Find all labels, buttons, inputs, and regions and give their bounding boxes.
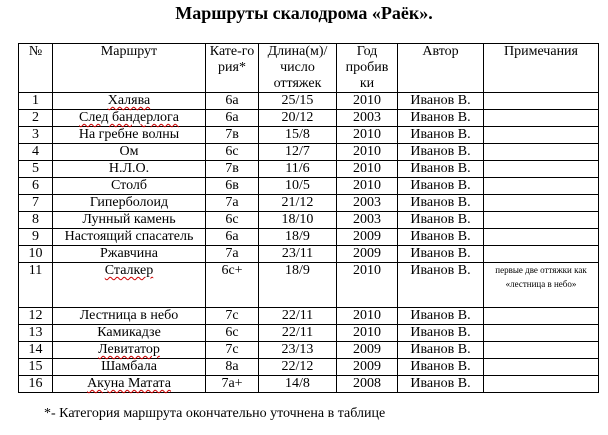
cell-number-text: 11	[28, 263, 43, 278]
cell-route-text: След бандерлога	[79, 110, 179, 125]
cell-year-text: 2003	[353, 195, 381, 210]
cell-number	[19, 263, 53, 308]
cell-note	[484, 325, 599, 342]
cell-route	[53, 342, 206, 359]
cell-category-text: 6а	[225, 93, 239, 108]
cell-route-text: Камикадзе	[97, 325, 161, 340]
header-category: Кате-го рия*	[206, 44, 259, 93]
cell-author	[398, 376, 484, 393]
cell-length-text: 23/11	[281, 246, 314, 261]
cell-category-text: 6с	[225, 325, 239, 340]
cell-author-text: Иванов В.	[410, 325, 471, 340]
page-title: Маршруты скалодрома «Раёк».	[175, 3, 433, 23]
table-row	[19, 161, 599, 178]
cell-length	[259, 195, 337, 212]
cell-length	[259, 325, 337, 342]
cell-year-text: 2009	[353, 246, 381, 261]
cell-length-text: 25/15	[281, 93, 314, 108]
cell-category-text: 8а	[225, 359, 239, 374]
cell-category	[206, 161, 259, 178]
cell-category	[206, 325, 259, 342]
cell-number-text: 13	[28, 325, 43, 340]
cell-length-text: 22/11	[281, 308, 314, 323]
table-row	[19, 246, 599, 263]
cell-note	[484, 246, 599, 263]
cell-route-text: Гиперболоид	[89, 195, 169, 210]
cell-length	[259, 212, 337, 229]
cell-route-text: На гребне волны	[78, 127, 180, 142]
table-row	[19, 110, 599, 127]
cell-number	[19, 178, 53, 195]
cell-author	[398, 110, 484, 127]
cell-number	[19, 308, 53, 325]
cell-category	[206, 229, 259, 246]
cell-number-text: 6	[32, 178, 39, 193]
cell-note	[484, 161, 599, 178]
header-year: Год пробив ки	[337, 44, 398, 93]
cell-category-text: 7а	[225, 246, 239, 261]
cell-note	[484, 110, 599, 127]
cell-route-text: Лестница в небо	[79, 308, 179, 323]
cell-year-text: 2009	[353, 359, 381, 374]
cell-author	[398, 212, 484, 229]
cell-route-text: Халява	[107, 93, 151, 108]
cell-author-text: Иванов В.	[410, 308, 471, 323]
cell-category	[206, 263, 259, 308]
cell-year	[337, 127, 398, 144]
cell-route-text: Сталкер	[104, 263, 154, 278]
cell-number	[19, 359, 53, 376]
cell-route-text: Н.Л.О.	[108, 161, 150, 176]
cell-author	[398, 161, 484, 178]
table-row	[19, 93, 599, 110]
cell-year-text: 2010	[353, 93, 381, 108]
cell-number	[19, 212, 53, 229]
cell-author	[398, 359, 484, 376]
cell-route	[53, 212, 206, 229]
cell-route-text: Настоящий спасатель	[64, 229, 194, 244]
cell-number	[19, 342, 53, 359]
cell-length	[259, 246, 337, 263]
cell-number-text: 7	[32, 195, 39, 210]
cell-note-text: первые две оттяжки как «лестница в небо»	[495, 265, 587, 289]
header-length: Длина(м)/ число оттяжек	[259, 44, 337, 93]
cell-note	[484, 144, 599, 161]
cell-length	[259, 229, 337, 246]
cell-route	[53, 308, 206, 325]
cell-note	[484, 212, 599, 229]
cell-author-text: Иванов В.	[410, 161, 471, 176]
cell-note	[484, 308, 599, 325]
cell-author-text: Иванов В.	[410, 246, 471, 261]
cell-category-text: 6с	[225, 212, 239, 227]
cell-route-text: Ом	[119, 144, 139, 159]
cell-year-text: 2010	[353, 325, 381, 340]
cell-category-text: 7в	[225, 127, 239, 142]
cell-year	[337, 178, 398, 195]
cell-length	[259, 359, 337, 376]
cell-number-text: 3	[32, 127, 39, 142]
cell-number	[19, 110, 53, 127]
cell-author-text: Иванов В.	[410, 127, 471, 142]
cell-note	[484, 195, 599, 212]
cell-author	[398, 144, 484, 161]
table-row	[19, 342, 599, 359]
cell-category-text: 7а	[225, 195, 239, 210]
cell-author	[398, 93, 484, 110]
cell-route-text: Шамбала	[101, 359, 157, 374]
cell-number	[19, 195, 53, 212]
cell-length	[259, 127, 337, 144]
table-header-row	[19, 44, 599, 93]
cell-year-text: 2009	[353, 229, 381, 244]
cell-length	[259, 178, 337, 195]
cell-author	[398, 263, 484, 308]
cell-note	[484, 178, 599, 195]
header-route: Маршрут	[53, 44, 206, 93]
cell-length-text: 15/8	[285, 127, 310, 142]
header-author: Автор	[398, 44, 484, 93]
cell-author-text: Иванов В.	[410, 195, 471, 210]
cell-category	[206, 359, 259, 376]
cell-route	[53, 325, 206, 342]
cell-year	[337, 376, 398, 393]
cell-number	[19, 93, 53, 110]
cell-route	[53, 110, 206, 127]
cell-category-text: 6с	[225, 144, 239, 159]
cell-category-text: 7с	[225, 308, 239, 323]
cell-note	[484, 342, 599, 359]
cell-length-text: 14/8	[285, 376, 310, 391]
cell-year-text: 2010	[353, 178, 381, 193]
cell-route	[53, 195, 206, 212]
cell-year-text: 2010	[353, 127, 381, 142]
cell-length-text: 11/6	[285, 161, 310, 176]
cell-year-text: 2010	[353, 161, 381, 176]
cell-year	[337, 229, 398, 246]
cell-category	[206, 127, 259, 144]
cell-note	[484, 229, 599, 246]
cell-route	[53, 161, 206, 178]
cell-length-text: 23/13	[281, 342, 314, 357]
cell-route	[53, 127, 206, 144]
cell-route	[53, 144, 206, 161]
cell-author	[398, 178, 484, 195]
cell-category-text: 6с+	[221, 263, 243, 278]
table-row	[19, 212, 599, 229]
cell-number-text: 10	[28, 246, 43, 261]
cell-length-text: 21/12	[281, 195, 314, 210]
cell-length	[259, 93, 337, 110]
table-row	[19, 229, 599, 246]
cell-number	[19, 161, 53, 178]
header-notes: Примечания	[484, 44, 599, 93]
cell-length	[259, 308, 337, 325]
cell-note	[484, 263, 599, 308]
cell-route-text: Лунный камень	[82, 212, 176, 227]
cell-length-text: 20/12	[281, 110, 314, 125]
cell-length	[259, 376, 337, 393]
table-row	[19, 263, 599, 308]
cell-number-text: 4	[32, 144, 39, 159]
cell-author	[398, 195, 484, 212]
cell-route	[53, 178, 206, 195]
cell-route	[53, 263, 206, 308]
cell-category	[206, 308, 259, 325]
table-row	[19, 178, 599, 195]
cell-number-text: 15	[28, 359, 43, 374]
table-row	[19, 308, 599, 325]
cell-author-text: Иванов В.	[410, 342, 471, 357]
table-row	[19, 144, 599, 161]
cell-note	[484, 359, 599, 376]
cell-length-text: 12/7	[285, 144, 310, 159]
cell-category	[206, 110, 259, 127]
table-row	[19, 127, 599, 144]
cell-year	[337, 161, 398, 178]
table-row	[19, 195, 599, 212]
cell-category	[206, 342, 259, 359]
cell-author	[398, 229, 484, 246]
cell-number	[19, 246, 53, 263]
cell-number-text: 2	[32, 110, 39, 125]
cell-year	[337, 246, 398, 263]
table-row	[19, 325, 599, 342]
cell-category	[206, 212, 259, 229]
cell-number	[19, 127, 53, 144]
cell-length-text: 10/5	[285, 178, 310, 193]
cell-category-text: 6а	[225, 229, 239, 244]
cell-year-text: 2003	[353, 212, 381, 227]
cell-author-text: Иванов В.	[410, 144, 471, 159]
cell-year	[337, 110, 398, 127]
cell-year	[337, 325, 398, 342]
cell-route	[53, 376, 206, 393]
cell-category	[206, 246, 259, 263]
cell-author	[398, 325, 484, 342]
cell-category-text: 7в	[225, 161, 239, 176]
cell-note	[484, 127, 599, 144]
cell-year	[337, 342, 398, 359]
cell-length	[259, 110, 337, 127]
cell-length	[259, 263, 337, 308]
cell-category	[206, 195, 259, 212]
cell-route	[53, 93, 206, 110]
cell-number-text: 14	[28, 342, 43, 357]
cell-route-text: Левитатор	[98, 342, 160, 357]
cell-note	[484, 376, 599, 393]
header-number: №	[19, 44, 53, 93]
cell-year-text: 2010	[353, 263, 381, 278]
cell-route-text: Ржавчина	[100, 246, 158, 261]
cell-author-text: Иванов В.	[410, 212, 471, 227]
cell-length-text: 18/9	[285, 263, 310, 278]
cell-length-text: 18/10	[281, 212, 314, 227]
cell-note	[484, 93, 599, 110]
cell-year	[337, 144, 398, 161]
cell-number-text: 16	[28, 376, 43, 391]
cell-author	[398, 308, 484, 325]
cell-author-text: Иванов В.	[410, 110, 471, 125]
cell-length	[259, 342, 337, 359]
cell-category-text: 6а	[225, 110, 239, 125]
table-row	[19, 359, 599, 376]
cell-year-text: 2009	[353, 342, 381, 357]
cell-route-text: Акуна Матата	[87, 376, 171, 391]
cell-author	[398, 127, 484, 144]
cell-number-text: 5	[32, 161, 39, 176]
cell-route	[53, 359, 206, 376]
cell-length	[259, 161, 337, 178]
cell-route	[53, 246, 206, 263]
cell-category	[206, 144, 259, 161]
cell-number	[19, 144, 53, 161]
cell-year	[337, 263, 398, 308]
routes-table	[18, 43, 599, 393]
table-row	[19, 376, 599, 393]
cell-category	[206, 93, 259, 110]
cell-author-text: Иванов В.	[410, 263, 471, 278]
cell-author	[398, 342, 484, 359]
cell-number-text: 12	[28, 308, 43, 323]
cell-year-text: 2010	[353, 144, 381, 159]
cell-route-text: Столб	[110, 178, 147, 193]
cell-number	[19, 376, 53, 393]
cell-year-text: 2010	[353, 308, 381, 323]
cell-length-text: 18/9	[285, 229, 310, 244]
cell-author-text: Иванов В.	[410, 376, 471, 391]
cell-author-text: Иванов В.	[410, 359, 471, 374]
cell-year	[337, 93, 398, 110]
cell-length-text: 22/11	[281, 325, 314, 340]
cell-author-text: Иванов В.	[410, 229, 471, 244]
cell-category	[206, 376, 259, 393]
cell-category-text: 6в	[225, 178, 239, 193]
cell-year	[337, 195, 398, 212]
cell-year-text: 2003	[353, 110, 381, 125]
cell-author	[398, 246, 484, 263]
cell-category	[206, 178, 259, 195]
cell-year	[337, 359, 398, 376]
cell-length-text: 22/12	[281, 359, 314, 374]
cell-author-text: Иванов В.	[410, 93, 471, 108]
cell-number	[19, 325, 53, 342]
cell-length	[259, 144, 337, 161]
cell-number-text: 8	[32, 212, 39, 227]
cell-number-text: 1	[32, 93, 39, 108]
cell-year	[337, 212, 398, 229]
cell-category-text: 7с	[225, 342, 239, 357]
cell-year	[337, 308, 398, 325]
cell-route	[53, 229, 206, 246]
cell-number	[19, 229, 53, 246]
cell-author-text: Иванов В.	[410, 178, 471, 193]
cell-category-text: 7а+	[221, 376, 243, 391]
footnote: *- Категория маршрута окончательно уточнена в таблице	[44, 406, 386, 421]
cell-year-text: 2008	[353, 376, 381, 391]
cell-number-text: 9	[32, 229, 39, 244]
